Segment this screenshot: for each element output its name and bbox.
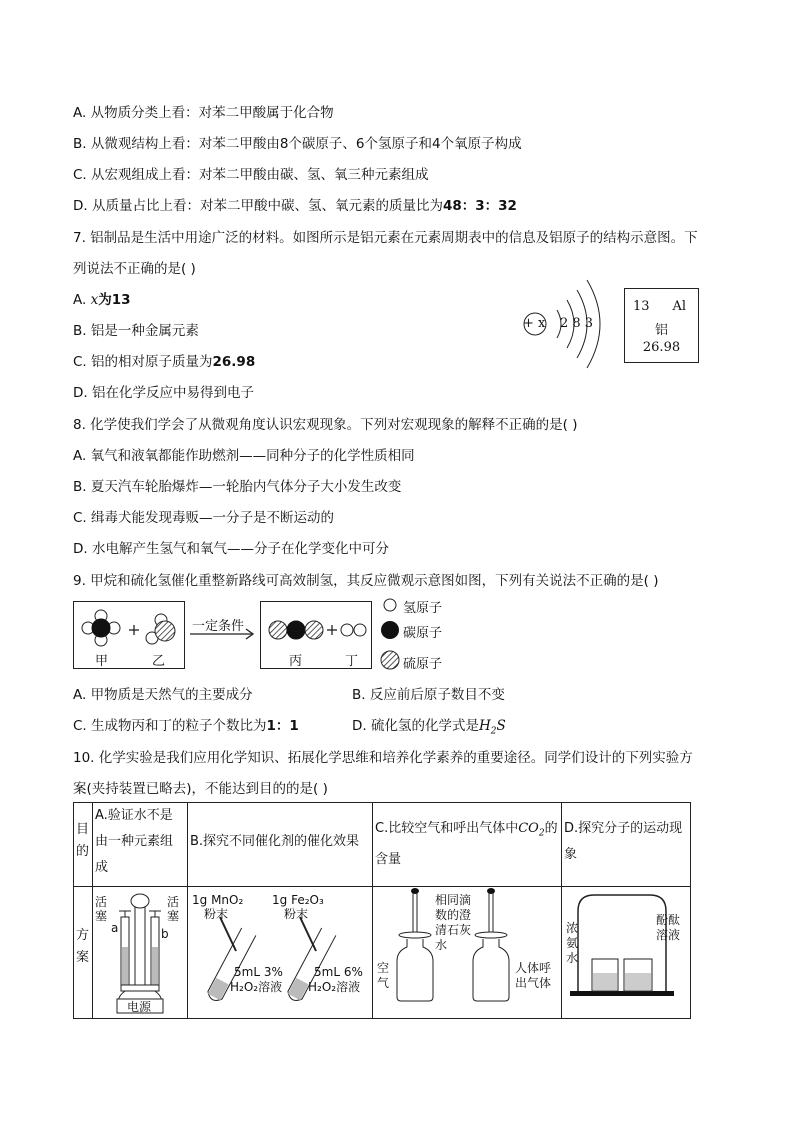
label-solution-6: 5mL 6% [314,965,363,979]
label-ding: 丁 [345,654,359,669]
q9-stem: 9. 甲烷和硫化氢催化重整新路线可高效制氢，其反应微观示意图如图，下列有关说法不正确的是( ) [73,573,659,589]
label-h2o2-1: H₂O₂溶液 [230,980,283,994]
atom-legend-graphic [380,596,402,676]
label-air: 空气 [377,961,390,990]
reaction-arrow-icon [190,628,256,640]
q10-stem-line2: 案(夹持装置已略去)，不能达到目的的是( ) [73,781,328,797]
legend-carbon: 碳原子 [403,626,443,641]
element-name: 铝 [654,323,668,338]
reactants-box [73,601,185,669]
label-phenolphthalein: 酚酞溶液 [656,913,681,942]
col-d-purpose: D.探究分子的运动现象 [562,803,691,887]
q9-option-d: D. 硫化氢的化学式是$H_2S$ [352,718,506,737]
label-solution-3: 5mL 3% [234,965,283,979]
label-bing: 丙 [289,654,303,669]
label-stopcock-right: 活塞 [167,895,180,923]
q8-stem: 8. 化学使我们学会了从微观角度认识宏观现象。下列对宏观现象的解释不正确的是( ) [73,417,578,433]
element-symbol: Al [672,299,686,314]
q9-option-b: B. 反应前后原子数目不变 [352,687,505,703]
col-a-apparatus [93,887,188,1019]
q8-option-d: D. 水电解产生氢气和氧气——分子在化学变化中可分 [73,541,389,557]
q6-option-c: C. 从宏观组成上看：对苯二甲酸由碳、氢、氧三种元素组成 [73,167,429,183]
col-b-purpose: B.探究不同催化剂的催化效果 [188,803,373,887]
label-limewater: 相同滴数的澄清石灰水 [435,893,472,952]
beakers-bell-jar-graphic [564,887,688,1017]
label-jia: 甲 [95,654,109,669]
label-stopcock-left: 活塞 [95,895,108,923]
q8-option-c: C. 缉毒犬能发现毒贩—一分子是不断运动的 [73,510,335,526]
label-tube-b: b [161,927,169,941]
reactant-molecules-graphic [74,602,184,652]
q7-option-c: C. 铝的相对原子质量为26.98 [73,354,256,370]
legend-hydrogen: 氢原子 [403,601,443,616]
reaction-condition: 一定条件 [192,619,245,634]
atom-shell-electrons: 2 8 3 [560,316,594,331]
atom-nucleus-label: + x [523,316,546,331]
label-exhaled-gas: 人体呼出气体 [515,961,552,990]
label-yi: 乙 [152,654,166,669]
products-box [260,601,372,669]
q10-experiment-table [73,802,691,1019]
q7-option-d: D. 铝在化学反应中易得到电子 [73,385,254,401]
label-mno2: 1g MnO₂ [192,893,244,907]
element-number: 13 [633,299,650,314]
col-b-apparatus [188,887,373,1019]
col-c-apparatus [373,887,562,1019]
q9-option-a: A. 甲物质是天然气的主要成分 [73,687,253,703]
label-h2o2-2: H₂O₂溶液 [308,980,361,994]
label-power: 电源 [127,1000,152,1014]
q10-stem-line1: 10. 化学实验是我们应用化学知识、拓展化学思维和培养化学素养的重要途径。同学们设计的下列实验方 [73,750,693,766]
q7-stem-line1: 7. 铝制品是生活中用途广泛的材料。如图所示是铝元素在元素周期表中的信息及铝原子的结构示意图。下 [73,230,698,246]
q9-option-c: C. 生成物丙和丁的粒子个数比为1：1 [73,718,299,734]
label-mno2-powder: 粉末 [204,907,229,921]
aluminum-atom-diagram [515,276,625,372]
q6-option-b: B. 从微观结构上看：对苯二甲酸由8个碳原子、6个氢原子和4个氧原子构成 [73,136,522,152]
row-head-scheme: 方案 [74,887,93,1019]
row-head-purpose: 目的 [74,803,93,887]
label-ammonia: 浓氨水 [566,921,579,965]
col-c-purpose: C.比较空气和呼出气体中$CO_2$的含量 [373,803,562,887]
q6-option-d: D. 从质量占比上看：对苯二甲酸中碳、氢、氧元素的质量比为48：3：32 [73,198,517,214]
q6-option-a: A. 从物质分类上看：对苯二甲酸属于化合物 [73,105,334,121]
q7-stem-line2: 列说法不正确的是( ) [73,261,196,277]
element-mass: 26.98 [642,340,681,355]
product-molecules-graphic [261,602,371,652]
label-fe2o3: 1g Fe₂O₃ [272,893,324,907]
col-a-purpose: A.验证水不是由一种元素组成 [93,803,188,887]
col-d-apparatus [562,887,691,1019]
element-cell-al [624,288,699,363]
q8-option-b: B. 夏天汽车轮胎爆炸—一轮胎内气体分子大小发生改变 [73,479,402,495]
label-tube-a: a [111,921,119,935]
q7-option-b: B. 铝是一种金属元素 [73,323,199,339]
label-fe2o3-powder: 粉末 [284,907,309,921]
q8-option-a: A. 氧气和液氧都能作助燃剂——同种分子的化学性质相同 [73,448,415,464]
legend-sulfur: 硫原子 [403,657,443,672]
q7-option-a: A. x为13 [73,292,131,308]
